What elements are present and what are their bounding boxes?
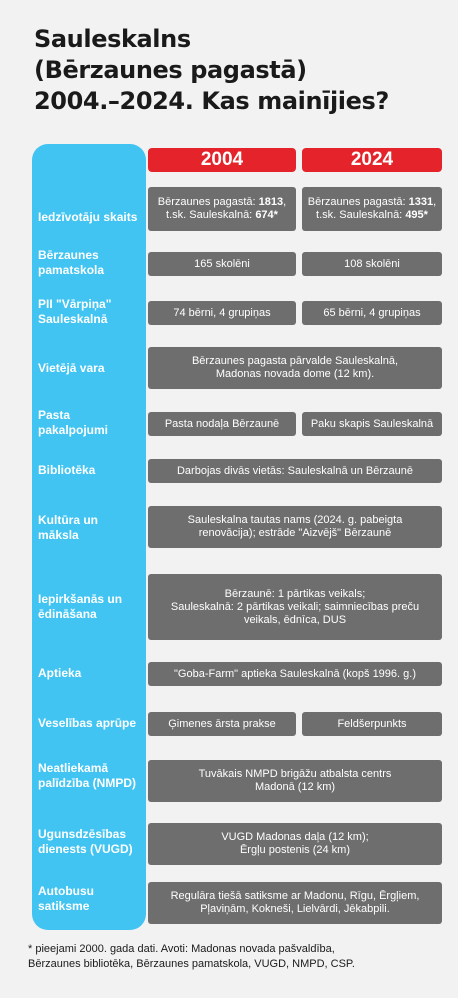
culture-line1: Sauleskalna tautas nams (2024. g. pabeigta — [187, 514, 403, 526]
row-label-shopping-line1: Iepirkšanās un — [38, 592, 123, 606]
shopping-line3: veikals, ēdnīca, DUS — [243, 613, 347, 626]
library-cell: Darbojas divās vietās: Sauleskalnā un Bērzaunē — [148, 459, 442, 483]
row-label-kindergarten-line1: PII "Vārpiņa" — [38, 297, 112, 311]
row-label-culture-line2: māksla — [38, 528, 79, 542]
row-label-healthcare: Veselības aprūpe — [38, 716, 137, 730]
row-label-population: Iedzīvotāju skaits — [38, 210, 138, 224]
row-label-bus-line1: Autobusu — [38, 884, 94, 898]
pharmacy-cell: "Goba-Farm" aptieka Sauleskalnā (kopš 1996. g.) — [148, 662, 442, 686]
comma: , — [283, 196, 287, 208]
title-line-2: (Bērzaunes pagastā) — [34, 56, 307, 84]
population-2004-parish-value: 1813 — [258, 196, 284, 208]
population-2004-text-2: t.sk. Sauleskalnā: — [166, 209, 256, 221]
fire-service-cell — [148, 823, 442, 865]
year-header-2004: 2004 — [148, 148, 296, 172]
row-label-postal — [38, 408, 142, 438]
row-label-kindergarten — [38, 297, 142, 327]
population-2004-village-value: 674* — [255, 209, 278, 221]
row-label-bus-line2: satiksme — [38, 899, 90, 913]
fire-service-line1: VUGD Madonas daļa (12 km); — [221, 831, 369, 843]
emergency-cell — [148, 760, 442, 802]
row-label-culture — [38, 513, 142, 543]
bus-line2: Pļaviņām, Kokneši, Lielvārdi, Jēkabpili. — [200, 903, 390, 915]
title-line-1: Sauleskalns — [34, 25, 191, 53]
row-label-library: Bibliotēka — [38, 463, 96, 477]
row-label-shopping — [38, 592, 142, 622]
local-government-line2: Madonas novada dome (12 km). — [215, 368, 375, 380]
fire-service-line2: Ērgļu postenis (24 km) — [239, 844, 351, 856]
row-label-fire-service — [38, 827, 142, 857]
shopping-cell — [148, 574, 442, 640]
kindergarten-2004-cell: 74 bērni, 4 grupiņas — [148, 301, 296, 325]
row-label-emergency-line1: Neatliekamā — [38, 761, 109, 775]
school-2024-cell: 108 skolēni — [302, 252, 442, 276]
population-2024-parish-value: 1331 — [408, 196, 434, 208]
footnote-line1: * pieejami 2000. gada dati. Avoti: Madonas novada pašvaldība, — [28, 943, 335, 955]
healthcare-2004-cell: Ģimenes ārsta prakse — [148, 712, 296, 736]
row-label-fire-service-line1: Ugunsdzēsības — [38, 827, 127, 841]
emergency-line2: Madonā (12 km) — [254, 781, 336, 793]
shopping-line2: Sauleskalnā: 2 pārtikas veikali; saimniecības preču — [170, 600, 420, 613]
footnote — [28, 942, 448, 972]
row-label-postal-line2: pakalpojumi — [38, 423, 109, 437]
school-2004-cell: 165 skolēni — [148, 252, 296, 276]
row-label-fire-service-line2: dienests (VUGD) — [38, 842, 133, 856]
footnote-line2: Bērzaunes bibliotēka, Bērzaunes pamatskola, VUGD, NMPD, CSP. — [28, 958, 355, 970]
row-label-pharmacy: Aptieka — [38, 666, 82, 680]
row-label-school — [38, 248, 142, 278]
local-government-cell — [148, 347, 442, 389]
postal-2004-cell: Pasta nodaļa Bērzaunē — [148, 412, 296, 436]
postal-2024-cell: Paku skapis Sauleskalnā — [302, 412, 442, 436]
row-label-shopping-line2: ēdināšana — [38, 607, 97, 621]
row-label-school-line1: Bērzaunes — [38, 248, 99, 262]
bus-line1: Regulāra tiešā satiksme ar Madonu, Rīgu, Ērgļiem, — [170, 890, 420, 902]
comma: , — [433, 196, 437, 208]
population-2024-cell — [302, 187, 442, 231]
kindergarten-2024-cell: 65 bērni, 4 grupiņas — [302, 301, 442, 325]
row-label-emergency — [38, 761, 142, 791]
healthcare-2024-cell: Feldšerpunkts — [302, 712, 442, 736]
population-2004-cell — [148, 187, 296, 231]
row-label-school-line2: pamatskola — [38, 263, 105, 277]
row-label-postal-line1: Pasta — [38, 408, 71, 422]
population-2024-village-value: 495* — [405, 209, 428, 221]
year-header-2024: 2024 — [302, 148, 442, 172]
shopping-line1: Bērzaunē: 1 pārtikas veikals; — [224, 587, 366, 600]
row-label-emergency-line2: palīdzība (NMPD) — [38, 776, 136, 790]
population-2024-text: Bērzaunes pagastā: — [307, 196, 409, 208]
population-2004-text: Bērzaunes pagastā: — [157, 196, 259, 208]
emergency-line1: Tuvākais NMPD brigāžu atbalsta centrs — [198, 768, 392, 780]
title-line-3: 2004.–2024. Kas mainījies? — [34, 87, 389, 115]
population-2024-text-2: t.sk. Sauleskalnā: — [316, 209, 406, 221]
row-label-culture-line1: Kultūra un — [38, 513, 98, 527]
culture-line2: renovācija); estrāde "Aizvējš" Bērzaunē — [198, 527, 392, 539]
bus-cell — [148, 882, 442, 924]
row-label-local-government: Vietējā vara — [38, 361, 105, 375]
local-government-line1: Bērzaunes pagasta pārvalde Sauleskalnā, — [191, 355, 399, 367]
page-title — [34, 24, 444, 117]
row-label-bus — [38, 884, 142, 914]
row-label-kindergarten-line2: Sauleskalnā — [38, 312, 108, 326]
culture-cell — [148, 506, 442, 548]
